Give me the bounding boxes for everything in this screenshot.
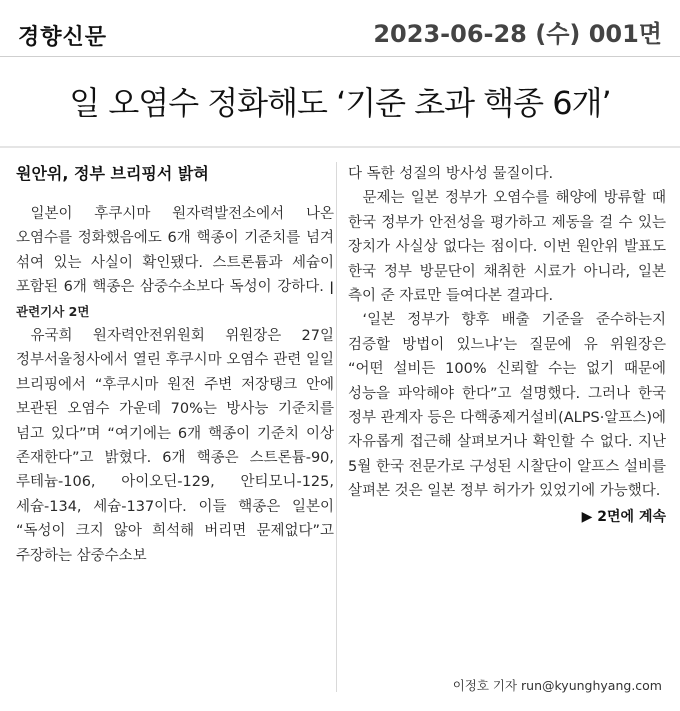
column-divider: [336, 162, 337, 692]
masthead-divider: [0, 56, 680, 57]
continued-on-page-link[interactable]: ▶ 2면에 계속: [581, 508, 666, 525]
related-article-reference[interactable]: | 관련기사 2면: [16, 279, 334, 319]
masthead: [0, 0, 680, 56]
paragraph: [16, 202, 334, 324]
issue-date-page: 2023-06-28 (수) 001면: [373, 20, 662, 48]
byline: 이정호 기자 run@kyunghyang.com: [452, 678, 662, 693]
paragraph: ‘일본 정부가 향후 배출 기준을 준수하는지 검증할 방법이 있느냐’는 질문에 유 위원장은 “어떤 설비든 100% 신뢰할 수는 없기 때문에 성능을 파악해야 한다”고 설명했다. 그러나 한국 정부 관계자 등은 다핵종제거설비(ALPS·알프스)에 자유롭게 접근해 살펴보거나 확인할 수 없다. 지난 5월 한국 전문가로 구성된 시찰단이 알프스 설비를 살펴본 것은 일본 정부 허가가 있었기에 가능했다.: [348, 312, 666, 500]
paragraph: 다 독한 성질의 방사성 물질이다.: [348, 166, 554, 182]
article-headline: 일 오염수 정화해도 ‘기준 초과 핵종 6개’: [69, 84, 611, 122]
paragraph: 유국희 원자력안전위원회 위원장은 27일 정부서울청사에서 열린 후쿠시마 오염수 관련 일일 브리핑에서 “후쿠시마 원전 주변 저장탱크 안에 보관된 오염수 가운데 70%는 방사능 기준치를 넘고 있다”며 “여기에는 6개 핵종이 기준치 이상 존재한다”고 밝혔다. 6개 핵종은 스트론튬-90, 루테늄-106, 아이오딘-129, 안티모니-125, 세슘-134, 세슘-137이다. 이들 핵종은 일본이 “독성이 크지 않아 희석해 버리면 문제없다”고 주장하는 삼중수소보: [16, 328, 334, 564]
article-column-right: [348, 162, 666, 526]
article-subhead: 원안위, 정부 브리핑서 밝혀: [16, 164, 209, 183]
article-column-left: [16, 162, 334, 568]
paragraph: 문제는 일본 정부가 오염수를 해양에 방류할 때 한국 정부가 안전성을 평가하고 제동을 걸 수 있는 장치가 사실상 없다는 점이다. 이번 원안위 발표도 한국 정부 방문단이 채취한 시료가 아니라, 일본 측이 준 자료만 들여다본 결과다.: [348, 190, 666, 305]
newspaper-logo: 경향신문: [18, 24, 108, 50]
paragraph-text: 일본이 후쿠시마 원자력발전소에서 나온 오염수를 정화했음에도 6개 핵종이 기준치를 넘겨 섞여 있는 사실이 확인됐다. 스트론튬과 세슘이 포함된 6개 핵종은 삼중수소보다 독성이 강하다.: [16, 206, 334, 296]
headline-divider: [0, 146, 680, 148]
